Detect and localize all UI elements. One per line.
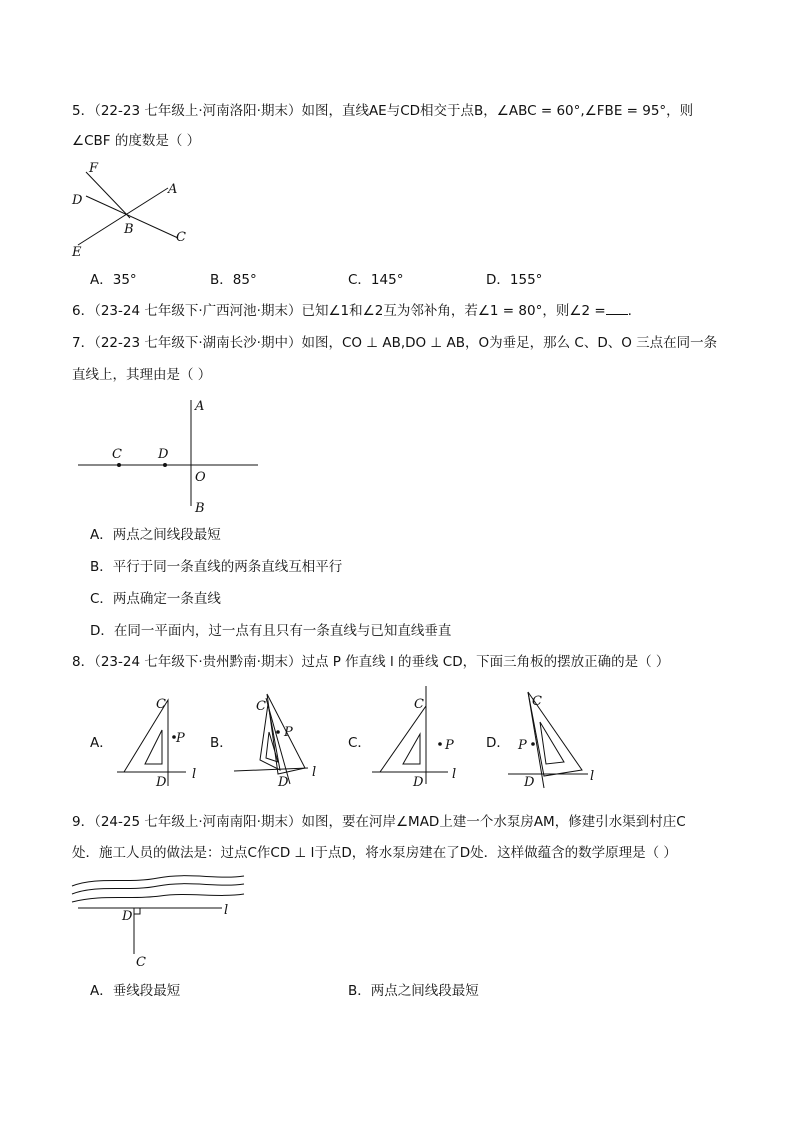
q5-label-e: E [72, 245, 82, 260]
q8-figure-a [112, 688, 197, 793]
q7-option-d[interactable]: D．在同一平面内，过一点有且只有一条直线与已知直线垂直 [90, 623, 452, 639]
q9-label-l: l [224, 903, 229, 918]
q7-label-a: A [195, 399, 205, 414]
q8-figure-d [506, 688, 606, 793]
q9-river-bank-2 [72, 884, 244, 894]
q7-figure [70, 394, 270, 518]
q8a-label-p: P [176, 731, 185, 746]
q8a-label-c: C [156, 697, 166, 712]
q7-stem-line2: 直线上，其理由是（ ） [72, 367, 212, 383]
q5-label-d: D [72, 193, 83, 208]
q8b-label-p: P [284, 725, 293, 740]
q8d-label-l: l [590, 769, 595, 784]
q8-option-b[interactable]: B． [210, 735, 233, 751]
q9-stem-line1: 9．（24-25 七年级上·河南南阳·期末）如图，要在河岸∠MAD上建一个水泵房AM，修建引水渠到村庄C [72, 814, 686, 830]
q7-point-c [117, 463, 121, 467]
q6-text-after: . [627, 303, 632, 319]
q8c-label-l: l [452, 767, 457, 782]
q8c-label-d: D [413, 775, 424, 790]
q8d-label-d: D [524, 775, 535, 790]
q5-stem-line1: 5．（22-23 七年级上·河南洛阳·期末）如图，直线AE与CD相交于点B，∠ABC = 60°,∠FBE = 95°，则 [72, 103, 694, 119]
q7-option-a[interactable]: A．两点之间线段最短 [90, 527, 221, 543]
q6-answer-blank[interactable] [606, 302, 628, 315]
q8-stem: 8．（23-24 七年级下·贵州黔南·期末）过点 P 作直线 l 的垂线 CD，下面三角板的摆放正确的是（ ） [72, 654, 670, 670]
q5-option-b[interactable]: B．85° [210, 272, 257, 288]
q9-river-bank-3 [72, 894, 244, 902]
q7-option-b[interactable]: B．平行于同一条直线的两条直线互相平行 [90, 559, 343, 575]
q9-label-d: D [122, 909, 133, 924]
q8b-point-p [276, 730, 280, 734]
q7-label-b: B [195, 501, 205, 516]
q5-option-a[interactable]: A．35° [90, 272, 137, 288]
q8-figure-c [368, 684, 468, 792]
q8-option-a[interactable]: A． [90, 735, 113, 751]
q5-label-c: C [176, 230, 186, 245]
q5-ray-bf [86, 172, 130, 218]
q5-figure [68, 158, 198, 258]
q5-option-d[interactable]: D．155° [486, 272, 543, 288]
q9-option-b[interactable]: B．两点之间线段最短 [348, 983, 479, 999]
q9-label-c: C [136, 955, 146, 970]
q8d-label-c: C [532, 694, 542, 709]
q5-option-c[interactable]: C．145° [348, 272, 404, 288]
q7-point-d [163, 463, 167, 467]
q6-text-before: 6．（23-24 七年级下·广西河池·期末）已知∠1和∠2互为邻补角，若∠1 = 80°，则∠2 = [72, 303, 606, 319]
q8c-label-p: P [445, 738, 454, 753]
q8c-triangle-inner [403, 734, 420, 764]
q8-figure-b [230, 688, 325, 793]
q8a-label-l: l [192, 767, 197, 782]
q7-label-c: C [112, 447, 122, 462]
q8a-triangle-inner [145, 730, 162, 764]
q8-option-d[interactable]: D． [486, 735, 510, 751]
q5-label-a: A [168, 182, 178, 197]
q5-line-ae [78, 188, 168, 245]
q6-stem [72, 301, 632, 321]
q8c-point-p [438, 742, 442, 746]
q8b-label-l: l [312, 765, 317, 780]
q7-option-c[interactable]: C．两点确定一条直线 [90, 591, 221, 607]
q5-label-f: F [89, 161, 99, 176]
q8d-point-p [531, 742, 535, 746]
q8b-label-c: C [256, 699, 266, 714]
q5-label-b: B [124, 222, 134, 237]
q8a-label-d: D [156, 775, 167, 790]
q9-figure [68, 870, 248, 970]
q9-right-angle-mark [134, 908, 140, 914]
q8c-triangle-outer [380, 706, 426, 772]
q8c-label-c: C [414, 697, 424, 712]
q8d-label-p: P [518, 738, 527, 753]
q7-stem-line1: 7．（22-23 七年级下·湖南长沙·期中）如图，CO ⊥ AB,DO ⊥ AB，O为垂足，那么 C、D、O 三点在同一条 [72, 335, 718, 351]
q8b-label-d: D [278, 775, 289, 790]
q8-option-c[interactable]: C． [348, 735, 371, 751]
q7-label-d: D [158, 447, 169, 462]
q5-stem-line2: ∠CBF 的度数是（ ） [72, 133, 201, 149]
q9-option-a[interactable]: A．垂线段最短 [90, 983, 181, 999]
q7-label-o: O [195, 470, 206, 485]
q8d-triangle-inner [540, 722, 564, 764]
q9-stem-line2: 处．施工人员的做法是：过点C作CD ⊥ l于点D，将水泵房建在了D处．这样做蕴含的数学原理是（ ） [72, 845, 677, 861]
